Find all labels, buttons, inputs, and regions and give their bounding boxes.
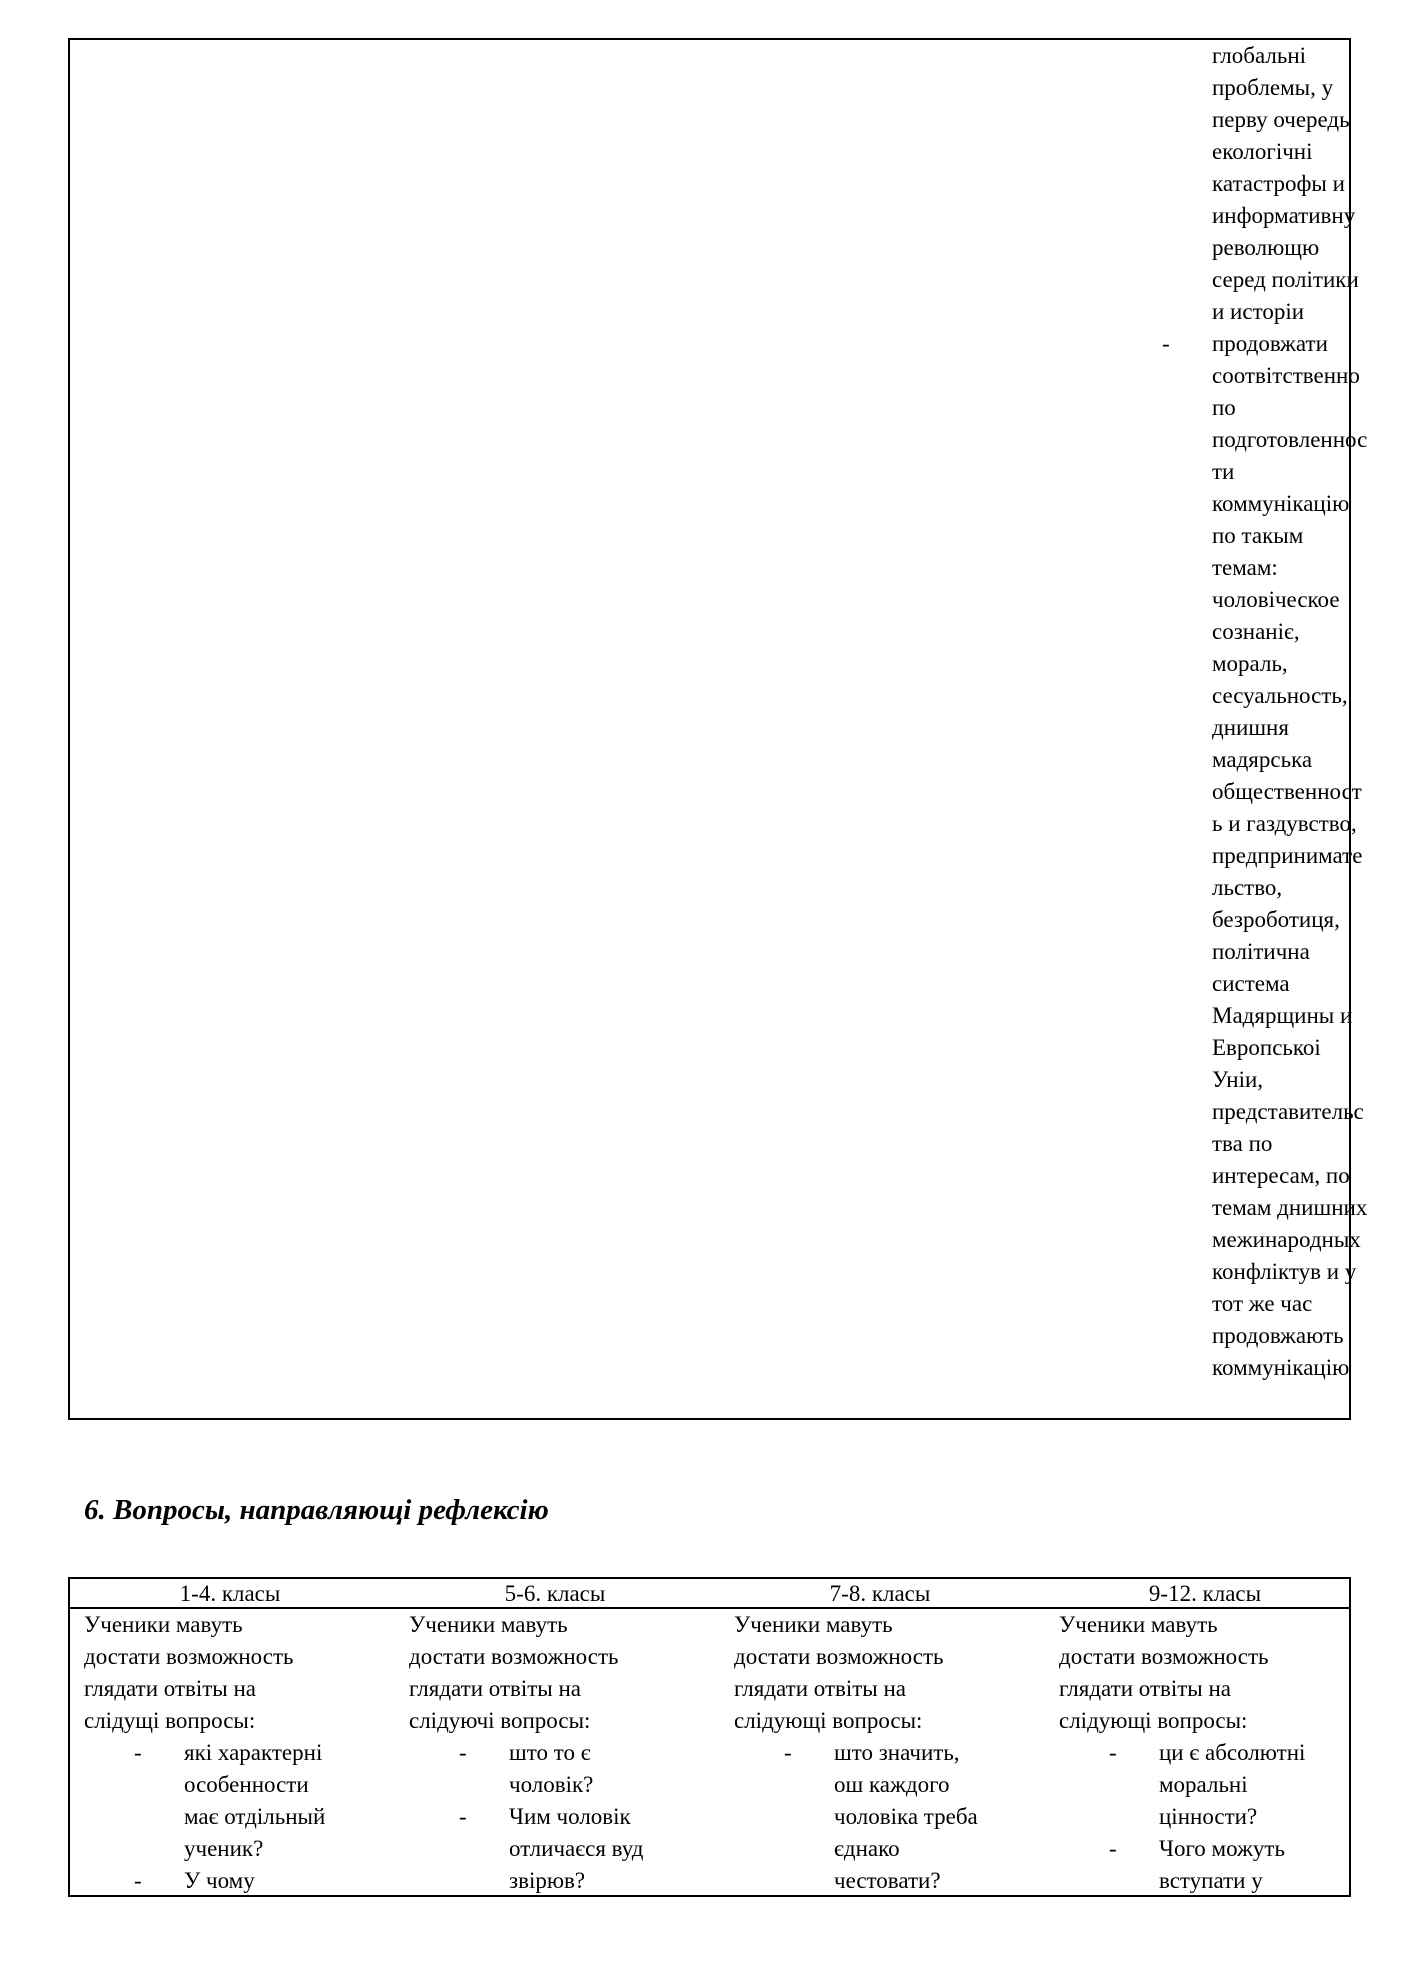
question-text: чоловіка треба — [834, 1804, 978, 1829]
section-heading: 6. Вопросы, направляющі рефлексію — [84, 1494, 549, 1526]
list-line — [1148, 1256, 1408, 1288]
list-text: система — [1212, 971, 1290, 996]
list-line — [1148, 1224, 1408, 1256]
cell-intro-line: слідующі вопросы: — [1059, 1708, 1248, 1733]
table-header-row — [70, 1579, 1349, 1609]
list-text: межинародных — [1212, 1227, 1361, 1252]
list-line — [1148, 520, 1408, 552]
cell-intro-line: слідуючі вопросы: — [409, 1708, 591, 1733]
question-line — [1045, 1801, 1365, 1833]
cell-intro-line: Ученики мавуть — [734, 1612, 893, 1637]
question-text: які характерні — [184, 1740, 323, 1765]
question-line — [720, 1833, 1040, 1865]
list-text: револющю — [1212, 235, 1320, 260]
list-line — [1148, 264, 1408, 296]
list-line — [1148, 648, 1408, 680]
table-cell — [70, 1609, 390, 1895]
question-line — [395, 1833, 715, 1865]
list-line — [1148, 1160, 1408, 1192]
cell-intro-line: глядати отвіты на — [734, 1676, 907, 1701]
list-line — [1148, 488, 1408, 520]
table-cell — [395, 1609, 715, 1895]
list-line — [1148, 1320, 1408, 1352]
list-text: сесуальность, — [1212, 683, 1348, 708]
reflection-questions-table — [68, 1577, 1351, 1897]
list-line — [1148, 104, 1408, 136]
list-line — [1148, 968, 1408, 1000]
list-line — [1148, 616, 1408, 648]
question-line — [395, 1769, 715, 1801]
list-line — [1148, 872, 1408, 904]
list-line — [1148, 584, 1408, 616]
column-header: 9-12. класы — [1148, 1581, 1262, 1606]
question-text: цінности? — [1159, 1804, 1258, 1829]
list-text: тва по — [1212, 1131, 1273, 1156]
question-text: што значить, — [834, 1740, 960, 1765]
question-text: єднако — [834, 1836, 900, 1861]
list-line — [1148, 40, 1408, 72]
question-line — [720, 1801, 1040, 1833]
list-line — [1148, 456, 1408, 488]
list-line — [1148, 360, 1408, 392]
question-text: што то є — [509, 1740, 591, 1765]
question-line — [1045, 1737, 1365, 1769]
list-line — [1148, 1192, 1408, 1224]
list-text: сознаніє, — [1212, 619, 1300, 644]
list-text: чоловіческое — [1212, 587, 1340, 612]
question-dash: - — [134, 1740, 142, 1765]
question-dash: - — [134, 1868, 142, 1893]
list-text: темам днишних — [1212, 1195, 1368, 1220]
cell-intro-line: Ученики мавуть — [1059, 1612, 1218, 1637]
question-dash: - — [459, 1740, 467, 1765]
list-text: представительс — [1212, 1099, 1364, 1124]
cell-intro-line: достати возможность — [84, 1644, 294, 1669]
list-text: ти — [1212, 459, 1235, 484]
list-line — [1148, 232, 1408, 264]
list-line — [1148, 680, 1408, 712]
list-line — [1148, 552, 1408, 584]
list-text: коммунікацію — [1212, 1355, 1350, 1380]
cell-intro-line: глядати отвіты на — [84, 1676, 257, 1701]
question-text: вступати у — [1159, 1868, 1263, 1893]
list-text: безроботиця, — [1212, 907, 1340, 932]
continued-table-cell — [68, 38, 1368, 1420]
question-text: отличаєся вуд — [509, 1836, 644, 1861]
question-line — [1045, 1865, 1365, 1895]
list-text: проблемы, у — [1212, 75, 1334, 100]
question-line — [720, 1865, 1040, 1895]
cell-intro-line: слідущі вопросы: — [84, 1708, 256, 1733]
list-line — [1148, 1064, 1408, 1096]
list-dash: - — [1162, 331, 1170, 356]
cell-intro-line: глядати отвіты на — [1059, 1676, 1232, 1701]
list-line — [1148, 392, 1408, 424]
list-text: мораль, — [1212, 651, 1288, 676]
question-line — [395, 1737, 715, 1769]
list-line — [1148, 1032, 1408, 1064]
list-text: по такым — [1212, 523, 1304, 548]
list-text: екологічні — [1212, 139, 1313, 164]
question-line — [720, 1737, 1040, 1769]
list-text: темам: — [1212, 555, 1278, 580]
column-header: 1-4. класы — [179, 1581, 281, 1606]
question-line — [70, 1833, 390, 1865]
list-line — [1148, 72, 1408, 104]
list-text: Уніи, — [1212, 1067, 1264, 1092]
list-text: по — [1212, 395, 1236, 420]
list-text: конфліктув и у — [1212, 1259, 1357, 1284]
cell-intro-line: достати возможность — [734, 1644, 944, 1669]
list-text: интересам, по — [1212, 1163, 1350, 1188]
list-line — [1148, 168, 1408, 200]
question-line — [70, 1769, 390, 1801]
column-header: 7-8. класы — [829, 1581, 931, 1606]
list-line — [1148, 808, 1408, 840]
list-line — [1148, 744, 1408, 776]
question-text: Чим чоловік — [509, 1804, 631, 1829]
question-dash: - — [459, 1804, 467, 1829]
list-text: серед політики — [1212, 267, 1359, 292]
list-text: соотвітственно — [1212, 363, 1360, 388]
list-line — [1148, 1288, 1408, 1320]
question-text: моральні — [1159, 1772, 1248, 1797]
question-text: має отдільный — [184, 1804, 326, 1829]
question-line — [70, 1801, 390, 1833]
list-line — [1148, 328, 1408, 360]
question-line — [70, 1865, 390, 1895]
list-text: днишня — [1212, 715, 1289, 740]
list-text: Мадярщины и — [1212, 1003, 1353, 1028]
list-text: Европськоі — [1212, 1035, 1321, 1060]
list-text: катастрофы и — [1212, 171, 1345, 196]
question-text: ци є абсолютні — [1159, 1740, 1306, 1765]
list-line — [1148, 936, 1408, 968]
question-text: чоловік? — [509, 1772, 594, 1797]
list-line — [1148, 776, 1408, 808]
list-text: перву очередь — [1212, 107, 1350, 132]
cell-intro-line: Ученики мавуть — [84, 1612, 243, 1637]
list-line — [1148, 1352, 1408, 1384]
question-dash: - — [784, 1740, 792, 1765]
question-line — [395, 1801, 715, 1833]
cell-intro-line: слідующі вопросы: — [734, 1708, 923, 1733]
question-dash: - — [1109, 1740, 1117, 1765]
question-text: ош каждого — [834, 1772, 950, 1797]
list-text: мадярська — [1212, 747, 1313, 772]
list-line — [1148, 296, 1408, 328]
list-line — [1148, 840, 1408, 872]
list-text: коммунікацію — [1212, 491, 1350, 516]
list-line — [1148, 904, 1408, 936]
question-text: ученик? — [184, 1836, 264, 1861]
question-text: У чому — [184, 1868, 255, 1893]
cell-intro-line: достати возможность — [409, 1644, 619, 1669]
list-text: тот же час — [1212, 1291, 1313, 1316]
list-line — [1148, 1128, 1408, 1160]
question-text: Чого можуть — [1159, 1836, 1285, 1861]
list-line — [1148, 712, 1408, 744]
list-text: подготовленнос — [1212, 427, 1368, 452]
question-dash: - — [1109, 1836, 1117, 1861]
cell-intro-line: Ученики мавуть — [409, 1612, 568, 1637]
list-text: ь и газдувство, — [1212, 811, 1357, 836]
list-line — [1148, 1096, 1408, 1128]
question-line — [1045, 1769, 1365, 1801]
question-line — [70, 1737, 390, 1769]
question-text: особенности — [184, 1772, 309, 1797]
list-text: продовжати — [1212, 331, 1328, 356]
question-text: честовати? — [834, 1868, 941, 1893]
list-text: глобальні — [1212, 43, 1307, 68]
list-line — [1148, 424, 1408, 456]
topic-list — [1148, 40, 1408, 1384]
list-line — [1148, 136, 1408, 168]
cell-intro-line: глядати отвіты на — [409, 1676, 582, 1701]
question-line — [720, 1769, 1040, 1801]
list-text: информативну — [1212, 203, 1356, 228]
list-line — [1148, 200, 1408, 232]
list-text: льство, — [1212, 875, 1283, 900]
question-line — [395, 1865, 715, 1895]
cell-intro-line: достати возможность — [1059, 1644, 1269, 1669]
table-cell — [720, 1609, 1040, 1895]
list-text: предпринимате — [1212, 843, 1363, 868]
list-text: продовжають — [1212, 1323, 1344, 1348]
question-line — [1045, 1833, 1365, 1865]
column-header: 5-6. класы — [504, 1581, 606, 1606]
list-text: и исторіи — [1212, 299, 1305, 324]
list-text: політична — [1212, 939, 1310, 964]
question-text: звірюв? — [509, 1868, 586, 1893]
list-text: общественност — [1212, 779, 1362, 804]
list-line — [1148, 1000, 1408, 1032]
table-cell — [1045, 1609, 1365, 1895]
